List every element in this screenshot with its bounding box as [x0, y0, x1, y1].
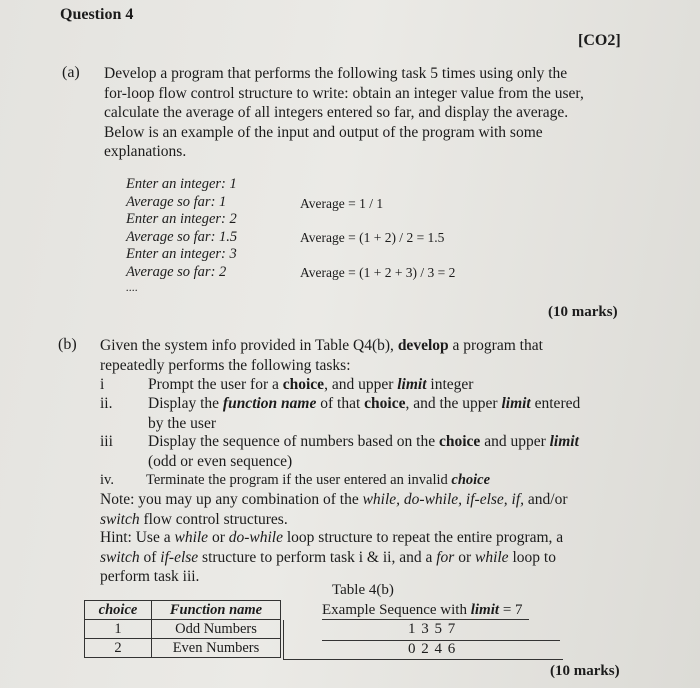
row-2-choice: 2	[85, 639, 152, 658]
example-io-block	[126, 176, 237, 293]
task-1-text: Prompt the user for a choice, and upper limit integer	[148, 376, 474, 393]
row-2-sequence: 0 2 4 6	[408, 641, 457, 657]
task-1-number: i	[100, 376, 105, 393]
average-explanation-2: Average = (1 + 2) / 2 = 1.5	[300, 230, 445, 245]
task-3-number: iii	[100, 433, 113, 450]
example-line: Enter an integer: 2	[126, 211, 237, 227]
table-row	[85, 639, 281, 658]
col-choice-header: choice	[85, 601, 152, 620]
part-a-line-5: explanations.	[104, 143, 187, 160]
part-a-marks: (10 marks)	[548, 304, 618, 320]
example-bottom-border	[283, 659, 563, 660]
task-2-text: Display the function name of that choice, and the upper limit entered by the user	[148, 395, 581, 432]
part-a-line-1: Develop a program that performs the following task 5 times using only the	[104, 65, 568, 82]
part-b-label: (b)	[58, 336, 77, 353]
col-function-header: Function name	[152, 601, 281, 620]
part-a-line-2: for-loop flow control structure to write: obtain an integer value from the user,	[104, 84, 584, 102]
part-b-intro-line-1: Given the system info provided in Table Q4(b), develop a program that	[100, 337, 543, 354]
example-line: Average so far: 1.5	[126, 228, 238, 245]
task-4-number: iv.	[100, 472, 114, 488]
row-1-function: Odd Numbers	[152, 620, 281, 639]
hint-text: Hint: Use a while or do-while loop structure to repeat the entire program, a switch of if-else structure to perform task i & ii, and a for or while loop to perform task iii.	[100, 529, 564, 585]
table-header-row	[85, 601, 281, 620]
row-1-choice: 1	[85, 620, 152, 639]
task-2-number: ii.	[100, 395, 113, 412]
task-3-text: Display the sequence of numbers based on the choice and upper limit (odd or even sequence)	[148, 433, 579, 470]
task-4-text: Terminate the program if the user entered an invalid choice	[146, 472, 491, 488]
example-line: Average so far: 1	[126, 193, 227, 210]
example-line: Enter an integer: 1	[126, 176, 237, 192]
example-line: Enter an integer: 3	[126, 246, 237, 262]
example-ellipsis: ....	[126, 280, 138, 294]
table-caption: Table 4(b)	[332, 582, 394, 598]
col-example-header: Example Sequence with limit = 7	[322, 602, 529, 620]
part-b-intro-line-2: repeatedly performs the following tasks:	[100, 356, 351, 374]
note-text: Note: you may up any combination of the while, do-while, if-else, if, and/or switch flow control structures.	[100, 491, 568, 528]
part-a-line-4: Below is an example of the input and output of the program with some	[104, 123, 543, 141]
average-explanation-1: Average = 1 / 1	[300, 196, 384, 211]
part-a-label: (a)	[62, 64, 80, 81]
part-b-intro	[100, 336, 543, 375]
choices-table	[84, 600, 281, 658]
example-line: Average so far: 2	[126, 263, 227, 280]
table-row	[85, 620, 281, 639]
part-a-line-3: calculate the average of all integers entered so far, and display the average.	[104, 104, 569, 121]
course-outcome-tag: [CO2]	[578, 32, 621, 49]
row-2-function: Even Numbers	[152, 639, 281, 658]
question-title: Question 4	[60, 6, 134, 23]
part-b-marks: (10 marks)	[550, 663, 620, 679]
row-1-sequence: 1 3 5 7	[408, 621, 457, 637]
average-explanation-3: Average = (1 + 2 + 3) / 3 = 2	[300, 265, 456, 280]
part-a-text	[104, 64, 584, 162]
